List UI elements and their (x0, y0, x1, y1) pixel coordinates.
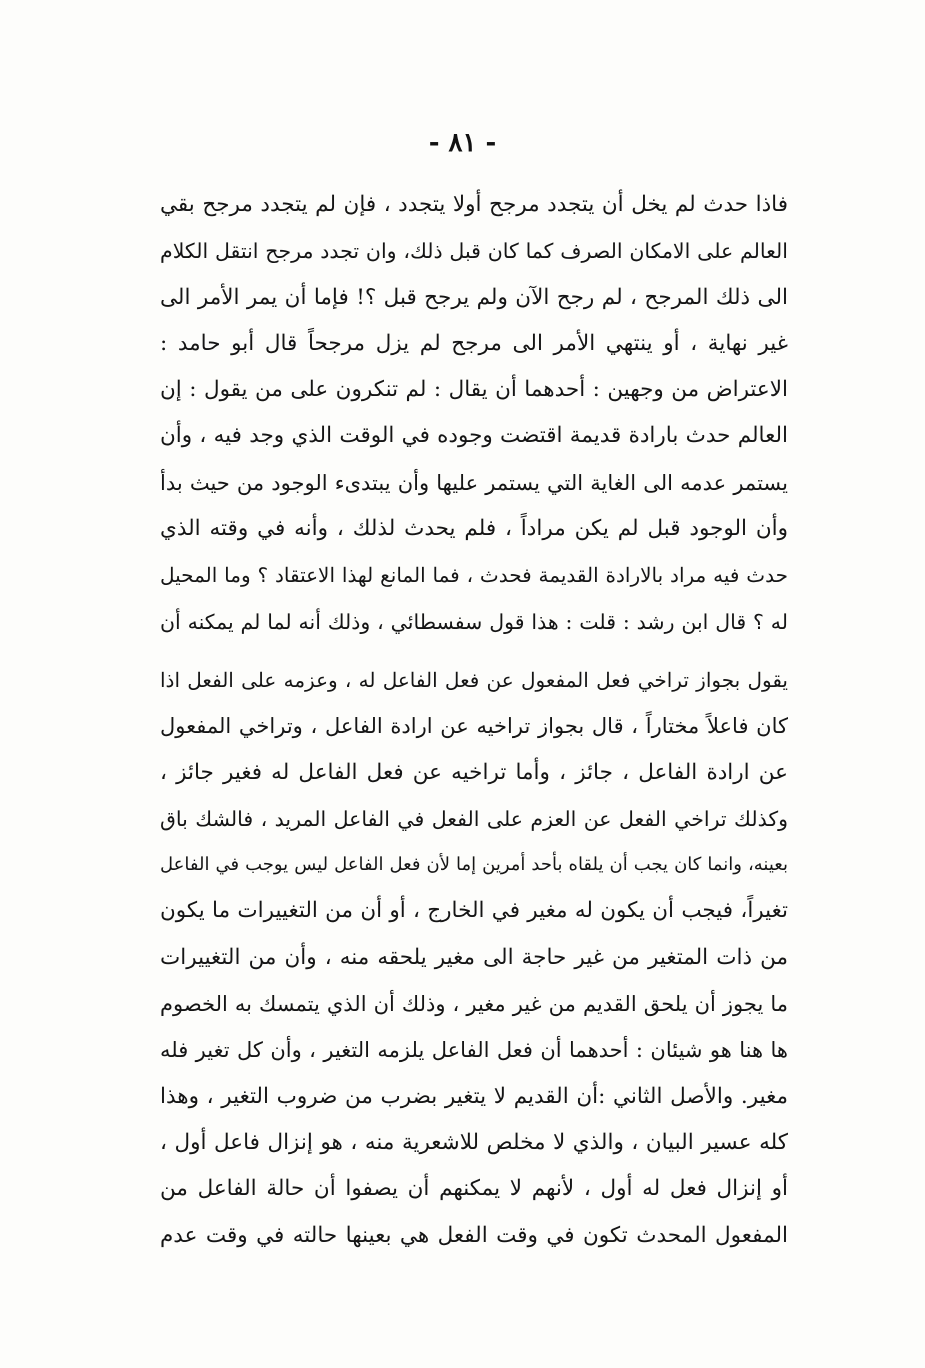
text-line: العالم حدث بارادة قديمة اقتضت وجوده في الوقت الذي وجد فيه ، وأن (160, 423, 788, 449)
text-line: له ؟ قال ابن رشد : قلت : هذا قول سفسطائي ، وذلك أنه لما لم يمكنه أن (160, 609, 788, 634)
text-line: بعينه، وانما كان يجب أن يلقاه بأحد أمرين إما لأن فعل الفاعل ليس يوجب في الفاعل (160, 854, 788, 876)
text-line: يقول بجواز تراخي فعل المفعول عن فعل الفاعل له ، وعزمه على الفعل اذا (160, 667, 788, 692)
text-line: وأن الوجود قبل لم يكن مراداً ، فلم يحدث لذلك ، وأنه في وقته الذي (160, 516, 788, 542)
text-line: يستمر عدمه الى الغاية التي يستمر عليها وأن يبتدىء الوجود من حيث بدأ (160, 470, 788, 495)
text-line: المفعول المحدث تكون في وقت الفعل هي بعينها حالته في وقت عدم (160, 1222, 788, 1248)
text-line: حدث فيه مراد بالارادة القديمة فحدث ، فما المانع لهذا الاعتقاد ؟ وما المحيل (160, 563, 788, 588)
text-line: غير نهاية ، أو ينتهي الأمر الى مرجح لم يزل مرجحاً قال أبو حامد : (160, 330, 788, 356)
text-line: من ذات المتغير من غير حاجة الى مغير يلحقه منه ، وأن من التغييرات (160, 944, 788, 970)
text-line: عن ارادة الفاعل ، جائز ، وأما تراخيه عن فعل الفاعل له فغير جائز ، (160, 759, 788, 785)
text-line: الاعتراض من وجهين : أحدهما أن يقال : لم تنكرون على من يقول : إن (160, 377, 788, 403)
text-line: العالم على الامكان الصرف كما كان قبل ذلك، وان تجدد مرجح انتقل الكلام (160, 239, 788, 264)
text-line: الى ذلك المرجح ، لم رجح الآن ولم يرجح قبل ؟! فإما أن يمر الأمر الى (160, 284, 788, 310)
text-line: أو إنزال فعل له أول ، لأنهم لا يمكنهم أن يصفوا أن حالة الفاعل من (160, 1176, 788, 1202)
page-number: - ٨١ - (428, 128, 497, 158)
text-line: كان فاعلاً مختاراً ، قال بجواز تراخيه عن ارادة الفاعل ، وتراخي المفعول (160, 714, 788, 739)
text-line: ما يجوز أن يلحق القديم من غير مغير ، وذلك أن الذي يتمسك به الخصوم (160, 992, 788, 1017)
text-line: ها هنا هو شيئان : أحدهما أن فعل الفاعل يلزمه التغير ، وأن كل تغير فله (160, 1038, 788, 1063)
text-line: فاذا حدث لم يخل أن يتجدد مرجح أولا يتجدد ، فإن لم يتجدد مرجح بقي (160, 192, 788, 217)
text-line: وكذلك تراخي الفعل عن العزم على الفعل في الفاعل المريد ، فالشك باق (160, 806, 788, 831)
page-text (160, 182, 788, 1259)
text-line: كله عسير البيان ، والذي لا مخلص للاشعرية منه ، هو إنزال فاعل أول ، (160, 1129, 788, 1155)
text-line: مغير. والأصل الثاني :أن القديم لا يتغير بضرب من ضروب التغير ، وهذا (160, 1083, 788, 1109)
text-line: تغيراً، فيجب أن يكون له مغير في الخارج ، أو أن من التغييرات ما يكون (160, 898, 788, 924)
